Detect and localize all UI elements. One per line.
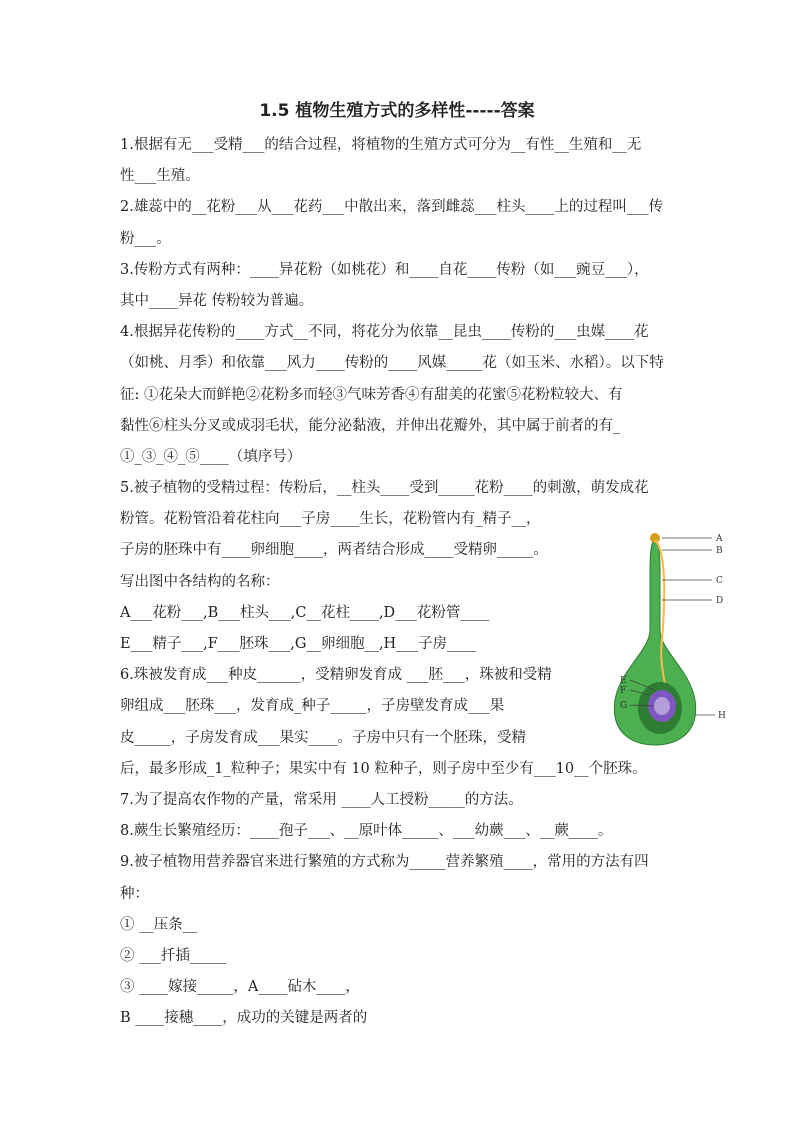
text-line: E___精子___,F___胚珠___,G__卵细胞__,H___子房____ (120, 636, 476, 652)
text-line: 6.珠被发育成___种皮______，受精卵发育成 ___胚___，珠被和受精 (120, 667, 552, 684)
text-line: 卵组成___胚珠___，发育成_种子_____，子房壁发育成___果 (120, 698, 505, 715)
text-line: 黏性⑥柱头分叉或成羽毛状，能分泌黏液，并伸出花瓣外，其中属于前者的有_ (120, 417, 621, 434)
text-line: 9.被子植物用营养器官来进行繁殖的方式称为_____营养繁殖____，常用的方法有四 (120, 854, 649, 871)
text-line: 8.蕨生长繁殖经历：____孢子___、__原叶体_____、___幼蕨___、__蕨____。 (120, 823, 613, 840)
pollen-grain (650, 533, 660, 543)
text-line: ③ ____嫁接_____，A____砧木____， (120, 979, 360, 996)
text-line: ① __压条__ (120, 916, 198, 933)
text-line: 粉___。 (120, 230, 171, 247)
egg-cell (654, 697, 670, 715)
text-line: ①_③_④_⑤____（填序号） (120, 448, 302, 465)
text-line: 性___生殖。 (120, 168, 200, 185)
text-line: 后，最多形成_1_粒种子；果实中有 10 粒种子，则子房中至少有___10__个胚珠。 (120, 760, 647, 777)
diagram-label: D (716, 596, 724, 606)
text-line: 4.根据异花传粉的____方式__不同，将花分为依靠__昆虫____传粉的___虫媒____花 (120, 324, 649, 341)
text-line: ② ___扦插_____ (120, 947, 227, 964)
diagram-label: H (718, 711, 726, 721)
text-line: 5.被子植物的受精过程：传粉后，__柱头____受到_____花粉____的刺激，萌发成花 (120, 480, 649, 497)
diagram-label: A (716, 534, 723, 544)
text-line: 征: ①花朵大而鲜艳②花粉多而轻③气味芳香④有甜美的花蜜⑤花粉粒较大、有 (120, 386, 623, 403)
diagram-label: C (716, 576, 723, 586)
text-line: 种： (120, 885, 149, 902)
text-line: 1.根据有无___受精___的结合过程，将植物的生殖方式可分为__有性__生殖和__无 (120, 137, 642, 153)
text-line: 2.雄蕊中的__花粉___从___花药___中散出来，落到雌蕊___柱头____上的过程叫___传 (120, 199, 664, 216)
pistil-diagram (600, 530, 750, 750)
diagram-label: F (620, 686, 627, 696)
text-line: A___花粉___,B___柱头___,C__花柱____,D___花粉管____ (120, 604, 490, 621)
text-line: 粉管。花粉管沿着花柱向___子房____生长，花粉管内有_精子__， (120, 511, 541, 528)
diagram-label: G (620, 701, 628, 711)
diagram-label: E (620, 676, 627, 686)
text-line: B ____接穗____，成功的关键是两者的 (120, 1010, 368, 1027)
text-line: 写出图中各结构的名称： (120, 573, 280, 590)
text-line: 其中____异花 传粉较为普遍。 (120, 292, 314, 309)
page-title: 1.5 植物生殖方式的多样性-----答案 (259, 101, 535, 121)
answer-body (120, 130, 680, 1034)
text-line: 子房的胚珠中有____卵细胞____，两者结合形成____受精卵_____。 (120, 542, 548, 559)
text-line: （如桃、月季）和依靠___风力____传粉的____风媒_____花（如玉米、水稻）。以下特 (120, 355, 664, 372)
diagram-label: B (716, 546, 723, 556)
text-line: 皮_____，子房发育成___果实____。子房中只有一个胚珠，受精 (120, 729, 526, 746)
text-line: 7.为了提高农作物的产量，常采用 ____人工授粉_____的方法。 (120, 791, 523, 808)
text-line: 3.传粉方式有两种：____异花粉（如桃花）和____自花____传粉（如___豌豆___）， (120, 261, 649, 278)
